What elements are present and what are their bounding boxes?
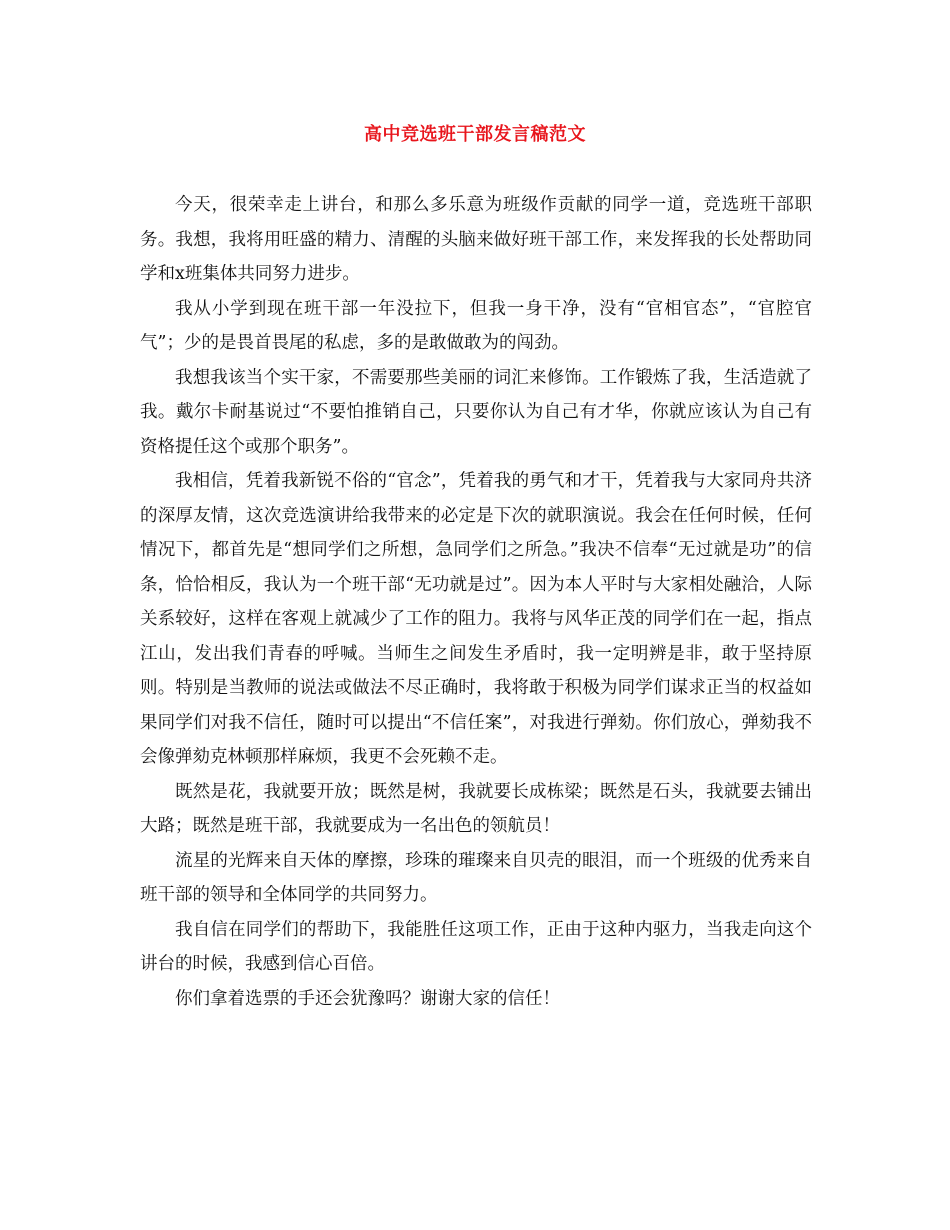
paragraph-5: 既然是花，我就要开放；既然是树，我就要长成栋梁；既然是石头，我就要去铺出大路；既然是班干部，我就要成为一名出色的领航员！ [140, 781, 812, 836]
paragraph-6: 流星的光辉来自天体的摩擦，珍珠的璀璨来自贝壳的眼泪，而一个班级的优秀来自班干部的领导和全体同学的共同努力。 [140, 850, 812, 905]
document-title: 高中竞选班干部发言稿范文 [364, 124, 586, 145]
document-body [140, 188, 812, 1016]
paragraph-2: 我从小学到现在班干部一年没拉下，但我一身干净，没有“官相官态”，“官腔官气”；少的是畏首畏尾的私虑，多的是敢做敢为的闯劲。 [140, 298, 812, 353]
paragraph-7: 我自信在同学们的帮助下，我能胜任这项工作，正由于这种内驱力，当我走向这个讲台的时候，我感到信心百倍。 [140, 919, 812, 974]
paragraph-3: 我想我该当个实干家，不需要那些美丽的词汇来修饰。工作锻炼了我，生活造就了我。戴尔卡耐基说过“不要怕推销自己，只要你认为自己有才华，你就应该认为自己有资格提任这个或那个职务”。 [140, 367, 812, 457]
paragraph-8: 你们拿着选票的手还会犹豫吗？谢谢大家的信任！ [175, 988, 560, 1009]
paragraph-1: 今天，很荣幸走上讲台，和那么多乐意为班级作贡献的同学一道，竞选班干部职务。我想，我将用旺盛的精力、清醒的头脑来做好班干部工作，来发挥我的长处帮助同学和x班集体共同努力进步。 [140, 195, 812, 284]
paragraph-4: 我相信，凭着我新锐不俗的“官念”，凭着我的勇气和才干，凭着我与大家同舟共济的深厚友情，这次竞选演讲给我带来的必定是下次的就职演说。我会在任何时候，任何情况下，都首先是“想同学们之所想，急同学们之所急。”我决不信奉“无过就是功”的信条，恰恰相反，我认为一个班干部“无功就是过”。因为本人平时与大家相处融洽，人际关系较好，这样在客观上就减少了工作的阻力。我将与风华正茂的同学们在一起，指点江山，发出我们青春的呼喊。当师生之间发生矛盾时，我一定明辨是非，敢于坚持原则。特别是当教师的说法或做法不尽正确时，我将敢于积极为同学们谋求正当的权益如果同学们对我不信任，随时可以提出“不信任案”，对我进行弹劾。你们放心，弹劾我不会像弹劾克林顿那样麻烦，我更不会死赖不走。 [140, 471, 812, 767]
